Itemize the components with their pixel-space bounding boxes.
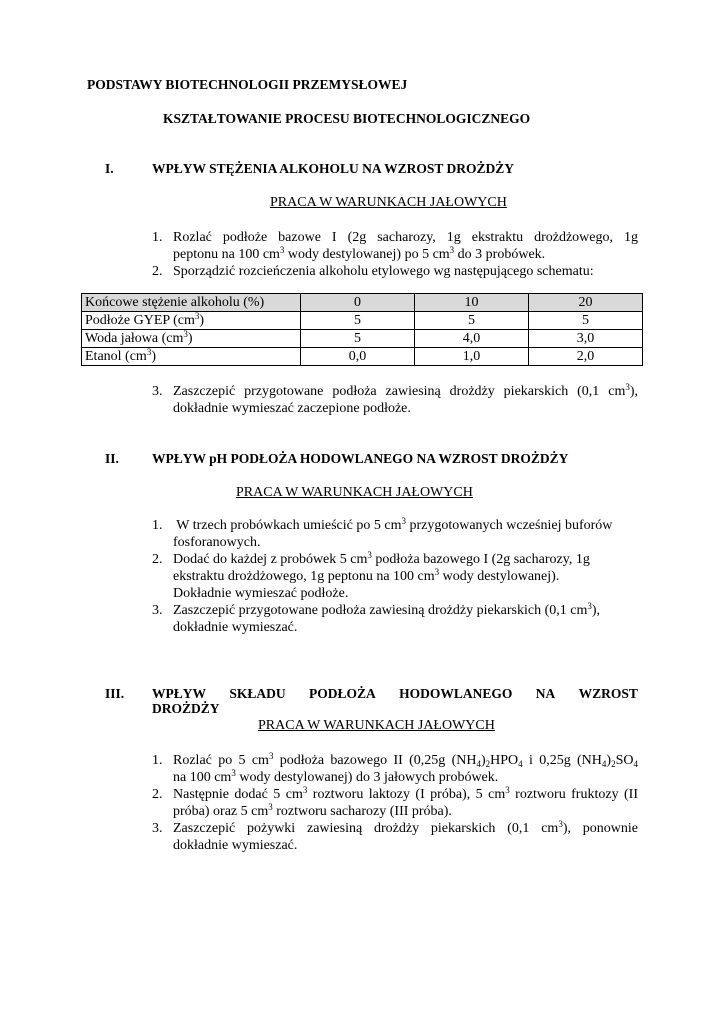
- s2-item-1-line-2: fosforanowych.: [173, 535, 261, 550]
- s3-item-2-line-1: Następnie dodać 5 $cm^3$ roztworu laktozy (I próba), 5 $cm^3$ roztworu fruktozy (II: [173, 785, 638, 802]
- s3-item-1-line-2: na 100 $cm^3$ wody destylowanej) do 3 jałowych probówek.: [173, 768, 499, 785]
- section-3-heading-line-1: WPŁYW SKŁADU PODŁOŻA HODOWLANEGO NA WZROST: [152, 686, 638, 701]
- document-subtitle: KSZTAŁTOWANIE PROCESU BIOTECHNOLOGICZNEGO: [163, 111, 531, 126]
- s1-item-1-line-2: peptonu na 100 $cm^3$ wody destylowanej) po 5 $cm^3$ do 3 probówek.: [173, 245, 546, 262]
- table-header-cell: 20: [529, 294, 643, 312]
- s1-item-1-line-1: Rozlać podłoże bazowe I (2g sacharozy, 1g ekstraktu drożdżowego, 1g: [173, 230, 638, 245]
- table-header-row: [82, 294, 643, 312]
- table-cell: 5: [301, 312, 415, 330]
- alcohol-dilution-table: [81, 293, 643, 366]
- s2-item-2-line-3: Dokładnie wymieszać podłoże.: [173, 586, 349, 601]
- table-row-label: Woda jałowa $(cm^3)$: [82, 330, 301, 348]
- s2-item-1-number: 1.: [152, 518, 163, 533]
- s2-item-1-line-1: W trzech probówkach umieścić po 5 $cm^3$ przygotowanych wcześniej buforów: [173, 516, 613, 533]
- table-row: [82, 348, 643, 366]
- section-2-numeral: II.: [105, 451, 119, 466]
- table-header-cell: 0: [301, 294, 415, 312]
- s3-item-3-number: 3.: [152, 821, 163, 836]
- s1-item-1-number: 1.: [152, 230, 163, 245]
- section-3-subheading: PRACA W WARUNKACH JAŁOWYCH: [258, 718, 495, 733]
- s2-item-2-line-2: ekstraktu drożdżowego, 1g peptonu na 100 $cm^3$ wody destylowanej).: [173, 567, 560, 584]
- s3-item-1-line-1: Rozlać po 5 $cm^3$ podłoża bazowego II (0,25g $(NH_4)_2HPO_4$ i 0,25g $(NH_4)_2SO_4$: [173, 751, 638, 769]
- s3-item-2-number: 2.: [152, 787, 163, 802]
- s2-item-3-line-2: dokładnie wymieszać.: [173, 620, 298, 635]
- table-row-label: Podłoże GYEP $(cm^3)$: [82, 312, 301, 330]
- s3-item-3-line-2: dokładnie wymieszać.: [173, 838, 298, 853]
- s2-item-3-line-1: Zaszczepić przygotowane podłoża zawiesiną drożdży piekarskich (0,1 $cm^3$),: [173, 601, 601, 618]
- table-cell: 5: [301, 330, 415, 348]
- s3-item-1-number: 1.: [152, 753, 163, 768]
- section-1-subheading: PRACA W WARUNKACH JAŁOWYCH: [270, 195, 507, 210]
- section-3-numeral: III.: [105, 686, 125, 701]
- s1-item-3-line-1: Zaszczepić przygotowane podłoża zawiesiną drożdży piekarskich (0,1 $cm^3$),: [173, 382, 638, 399]
- table-cell: 5: [415, 312, 529, 330]
- s1-item-3-number: 3.: [152, 384, 163, 399]
- s3-item-2-line-2: próba) oraz 5 $cm^3$ roztworu sacharozy (III próba).: [173, 802, 452, 819]
- s1-item-2-text: Sporządzić rozcieńczenia alkoholu etylowego wg następującego schematu:: [173, 264, 594, 279]
- section-2-subheading: PRACA W WARUNKACH JAŁOWYCH: [236, 485, 473, 500]
- document-title: PODSTAWY BIOTECHNOLOGII PRZEMYSŁOWEJ: [87, 77, 408, 92]
- s3-item-3-line-1: Zaszczepić pożywki zawiesiną drożdży piekarskich (0,1 $cm^3$), ponownie: [173, 819, 638, 836]
- table-cell: 5: [529, 312, 643, 330]
- s1-item-2-number: 2.: [152, 264, 163, 279]
- table-cell: 2,0: [529, 348, 643, 366]
- s2-item-3-number: 3.: [152, 603, 163, 618]
- s2-item-2-line-1: Dodać do każdej z probówek 5 $cm^3$ podłoża bazowego I (2g sacharozy, 1g: [173, 550, 590, 567]
- table-header-cell: Końcowe stężenie alkoholu (%): [82, 294, 301, 312]
- section-1-numeral: I.: [105, 161, 114, 176]
- table-cell: 0,0: [301, 348, 415, 366]
- table-cell: 3,0: [529, 330, 643, 348]
- section-2-heading: WPŁYW pH PODŁOŻA HODOWLANEGO NA WZROST DROŻDŻY: [152, 451, 569, 466]
- table-row: [82, 330, 643, 348]
- table-header-cell: 10: [415, 294, 529, 312]
- table-row-label: Etanol $(cm^3)$: [82, 348, 301, 366]
- s2-item-2-number: 2.: [152, 552, 163, 567]
- s1-item-3-line-2: dokładnie wymieszać zaczepione podłoże.: [173, 401, 411, 416]
- table-cell: 4,0: [415, 330, 529, 348]
- section-1-heading: WPŁYW STĘŻENIA ALKOHOLU NA WZROST DROŻDŻY: [152, 161, 514, 176]
- section-3-heading-line-2: DROŻDŻY: [152, 701, 220, 716]
- table-row: [82, 312, 643, 330]
- table-cell: 1,0: [415, 348, 529, 366]
